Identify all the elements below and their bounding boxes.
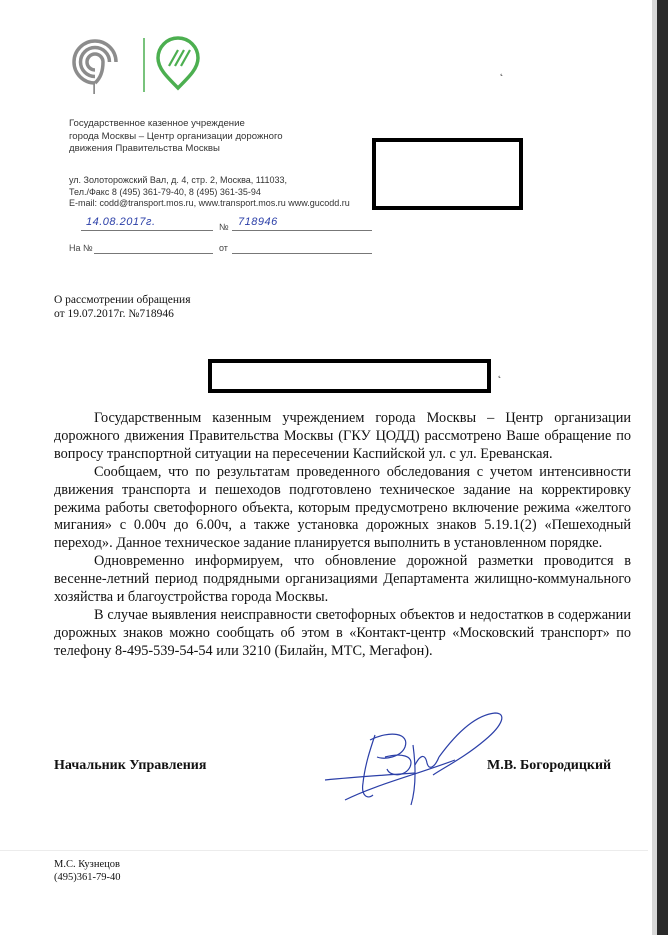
scan-mark: ˛	[498, 368, 502, 379]
signer-name: М.В. Богородицкий	[487, 758, 612, 773]
scan-mark: ˛	[500, 66, 504, 77]
scan-divider	[0, 850, 648, 851]
signer-position: Начальник Управления	[54, 758, 207, 773]
body-paragraph: Одновременно информируем, что обновление дорожной разметки проводится в весенне-летний период подрядными организациями Департамента жилищно-коммунального хозяйства и благоустройства города Москвы.	[54, 553, 631, 606]
incoming-date-underline	[232, 241, 372, 254]
address-line: Тел./Факс 8 (495) 361-79-40, 8 (495) 361-35-94	[69, 186, 261, 197]
redacted-recipient-name	[208, 359, 491, 393]
letter-body	[54, 410, 631, 661]
executor-info	[54, 859, 121, 884]
organization-name	[69, 118, 283, 156]
body-paragraph: Сообщаем, что по результатам проведенного обследования с учетом интенсивности движения транспорта и пешеходов подготовлено техническое задание на корректировку режима работы светофорного объекта, которым предусмотрено включение режима «желтого мигания» с 0.00ч до 6.00ч, а также установка дорожных знаков 5.19.1(2) «Пешеходный переход». Данное техническое задание планируется выполнить в установленном порядке.	[54, 463, 631, 552]
executor-phone: (495)361-79-40	[54, 871, 121, 883]
logo-gray-spiral-icon	[74, 41, 119, 96]
org-line: Государственное казенное учреждение	[69, 118, 245, 129]
incoming-number-underline	[94, 241, 213, 254]
logo-green-pin-icon	[158, 38, 198, 88]
incoming-date-label: от	[219, 243, 228, 253]
body-paragraph: В случае выявления неисправности светофорных объектов и недостатков в содержании дорожных знаков можно сообщать об этом в «Контакт-центр «Московский транспорт» по телефону 8-495-539-54-54 или 3210 (Билайн, МТС, Мегафон).	[54, 606, 631, 659]
outgoing-date: 14.08.2017г.	[86, 216, 156, 228]
org-line: движения Правительства Москвы	[69, 143, 220, 154]
address-line: ул. Золоторожский Вал, д. 4, стр. 2, Москва, 111033,	[69, 175, 287, 185]
codd-logo	[66, 36, 216, 101]
scan-edge-dark	[657, 0, 668, 935]
executor-name: М.С. Кузнецов	[54, 859, 120, 870]
redacted-recipient-block	[372, 138, 523, 210]
incoming-number-label: На №	[69, 243, 93, 253]
number-label: №	[219, 222, 229, 232]
address-line: E-mail: codd@transport.mos.ru, www.transport.mos.ru www.gucodd.ru	[69, 198, 350, 209]
org-line: города Москвы – Центр организации дорожного	[69, 130, 283, 142]
body-paragraph: Государственным казенным учреждением города Москвы – Центр организации дорожного движения Правительства Москвы (ГКУ ЦОДД) рассмотрено Ваше обращение по вопросу транспортной ситуации на пересечении Каспийской ул. с ул. Ереванская.	[54, 410, 631, 462]
handwritten-signature	[315, 705, 515, 820]
letter-subject	[54, 294, 191, 321]
outgoing-number: 718946	[238, 216, 278, 228]
organization-address	[69, 175, 350, 210]
subject-line: от 19.07.2017г. №718946	[54, 307, 174, 320]
subject-line: О рассмотрении обращения	[54, 294, 191, 306]
